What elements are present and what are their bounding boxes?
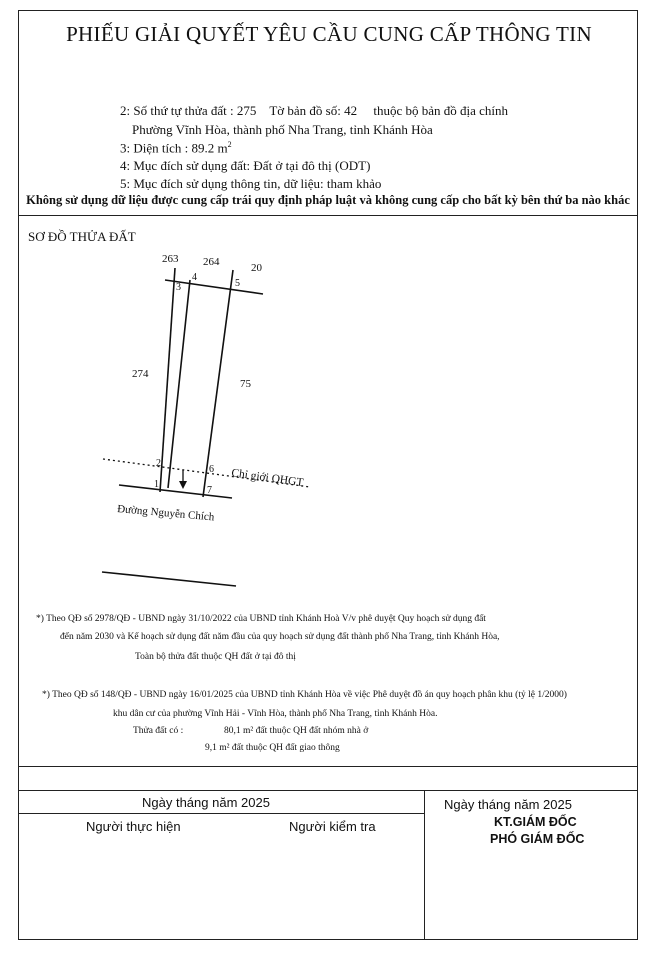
parcel-75-label: 75 bbox=[240, 378, 251, 390]
note-2-line-3 bbox=[133, 726, 368, 736]
note-1-line-1: *) Theo QĐ số 2978/QĐ - UBND ngày 31/10/2022 của UBND tỉnh Khánh Hoà V/v phê duyệt Quy hoạch sử dụng đất bbox=[36, 614, 486, 624]
point-7-label: 7 bbox=[207, 485, 212, 496]
area-label: 3: Diện tích : bbox=[120, 140, 189, 156]
parcel-263-label: 263 bbox=[162, 253, 179, 265]
info-line-address: Phường Vĩnh Hòa, thành phố Nha Trang, tỉnh Khánh Hòa bbox=[132, 122, 433, 137]
checker-label: Người kiểm tra bbox=[289, 819, 376, 834]
point-3-label: 3 bbox=[176, 282, 181, 293]
signature-divider bbox=[424, 790, 425, 940]
note-2-residential: 80,1 m² đất thuộc QH đất nhóm nhà ở bbox=[224, 726, 369, 736]
area-unit-sup: 2 bbox=[227, 140, 232, 149]
divider-bottom-3 bbox=[18, 813, 424, 814]
sheet-number: 42 bbox=[344, 103, 358, 118]
point-5-label: 5 bbox=[235, 278, 240, 289]
point-4-label: 4 bbox=[192, 272, 197, 283]
document-title: PHIẾU GIẢI QUYẾT YÊU CẦU CUNG CẤP THÔNG TIN bbox=[66, 22, 592, 46]
area-value: 89.2 m bbox=[191, 140, 228, 156]
divider-bottom-1 bbox=[18, 766, 638, 767]
usage-warning: Không sử dụng dữ liệu được cung cấp trái quy định pháp luật và không cung cấp cho bất kỳ bên thứ ba nào khác bbox=[26, 193, 630, 207]
parcel-274-label: 274 bbox=[132, 368, 149, 380]
parcel-left-edge bbox=[168, 280, 190, 488]
note-2-line-1: *) Theo QĐ số 148/QĐ - UBND ngày 16/01/2025 của UBND tỉnh Khánh Hòa về việc Phê duyệt đồ án quy hoạch phân khu (tỷ lệ 1/2000) bbox=[42, 690, 567, 700]
parcel-label: 2: Số thứ tự thửa đất : bbox=[120, 103, 234, 118]
note-2-line-2: khu dân cư của phường Vĩnh Hải - Vĩnh Hòa, thành phố Nha Trang, tỉnh Khánh Hòa. bbox=[113, 709, 438, 719]
divider-bottom-2 bbox=[18, 790, 638, 791]
note-1-line-2: đến năm 2030 và Kế hoạch sử dụng đất năm đầu của quy hoạch sử dụng đất thành phố Nha Trang, tỉnh Khánh Hòa, bbox=[60, 632, 500, 642]
point-1-label: 1 bbox=[154, 479, 159, 490]
planning-boundary-label: Chỉ giới QHGT bbox=[230, 467, 305, 490]
date-right: Ngày tháng năm 2025 bbox=[444, 797, 572, 812]
director-title-1: KT.GIÁM ĐỐC bbox=[494, 815, 577, 829]
sheet-label: Tờ bản đồ số: bbox=[269, 103, 341, 118]
point-2-label: 2 bbox=[156, 458, 161, 469]
road-edge-lower bbox=[102, 572, 236, 586]
director-title-2: PHÓ GIÁM ĐỐC bbox=[490, 832, 585, 846]
road-edge-upper bbox=[119, 485, 232, 498]
boundary-right bbox=[203, 270, 233, 497]
point-6-label: 6 bbox=[209, 464, 214, 475]
performer-label: Người thực hiện bbox=[86, 819, 181, 834]
section-title: SƠ ĐỒ THỬA ĐẤT bbox=[28, 229, 136, 244]
note-2-line-4: 9,1 m² đất thuộc QH đất giao thông bbox=[205, 743, 340, 753]
map-set-label: thuộc bộ bản đồ địa chính bbox=[373, 103, 509, 118]
parcel-264-label: 264 bbox=[203, 256, 220, 268]
note-1-line-3: Toàn bộ thửa đất thuộc QH đất ở tại đô thị bbox=[135, 652, 296, 662]
down-arrow-icon bbox=[179, 481, 187, 489]
parcel-number: 275 bbox=[236, 103, 257, 118]
info-line-usage: 5: Mục đích sử dụng thông tin, dữ liệu: tham khảo bbox=[120, 176, 382, 191]
note-2-intro: Thửa đất có : bbox=[133, 726, 184, 736]
boundary-left bbox=[160, 268, 175, 492]
date-left: Ngày tháng năm 2025 bbox=[142, 795, 270, 810]
road-label: Đường Nguyễn Chích bbox=[116, 503, 215, 524]
parcel-20-label: 20 bbox=[251, 262, 262, 274]
info-line-purpose: 4: Mục đích sử dụng đất: Đất ở tại đô thị (ODT) bbox=[120, 158, 371, 173]
